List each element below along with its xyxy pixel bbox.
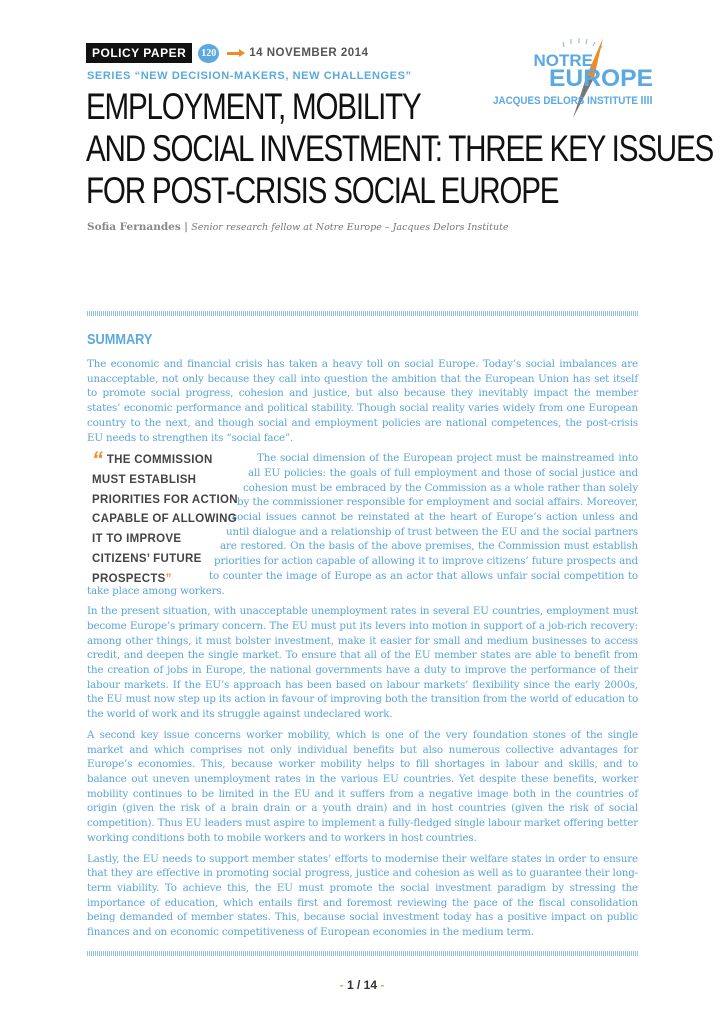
open-quote-icon: “ [92,447,104,472]
summary-heading: SUMMARY [87,331,153,348]
policy-paper-label: POLICY PAPER [86,43,192,63]
author-role: Senior research fellow at Notre Europe – Jacques Delors Institute [191,222,509,233]
dash: - [380,978,385,992]
paragraph: A second key issue concerns worker mobility, which is one of the very foundation stones of the single market and which comprises not only individual benefits but also numerous collective advantages for Europe’s economies. This, because worker mobility helps to fill shortages in labour and skills, and to balance out uneven unemployment rates in the various EU countries. Yet despite these benefits, worker mobility continues to be limited in the EU and it suffers from a negative image both in the countries of origin (given the risk of a brain drain or a youth drain) and in host countries (given the risk of social competition). Thus EU leaders must aspire to implement a fully-fledged single labour market offering better working conditions both to mobile workers and to workers in host countries. [87,728,638,844]
divider [87,311,638,316]
paper-number-badge: 120 [198,44,219,63]
paragraph: Lastly, the EU needs to support member states’ efforts to modernise their welfare states in order to ensure that they are effective in promoting social progress, justice and cohesion as well as to guarantee their long-term viability. To achieve this, the EU must promote the social investment paradigm by stressing the importance of education, which entails first and foremost reviewing the pace of the fiscal consolidation being demanded of member states. This, because social investment today has a positive impact on public finances and on economic competitiveness of European economies in the medium term. [87,852,638,939]
title-line: FOR POST-CRISIS SOCIAL EUROPE [86,170,559,211]
title-line: AND SOCIAL INVESTMENT: THREE KEY ISSUES [86,128,714,169]
page-number [0,978,724,992]
author-separator: | [184,221,188,233]
author-name: Sofia Fernandes [87,221,181,233]
publication-date: 14 NOVEMBER 2014 [249,47,369,59]
arrow-icon [227,52,241,55]
paragraph: The economic and financial crisis has taken a heavy toll on social Europe. Today’s social imbalances are unacceptable, not only because they call into question the ambition that the European Union has set itself to promote social progress, cohesion and justice, but also because they inevitably impact the member states’ economic performance and political stability. Though social reality varies widely from one European country to the next, and though social and employment policies are national competences, the post-crisis EU needs to strengthen its “social face”. [87,358,638,444]
author-line [87,221,509,233]
pull-quote [92,447,242,590]
page-indicator: 1 / 14 [346,978,378,992]
series-title: SERIES “NEW DECISION-MAKERS, NEW CHALLENGES” [87,70,412,82]
header-bar [86,43,368,63]
svg-text:JACQUES DELORS INSTITUTE: JACQUES DELORS INSTITUTE [493,95,638,107]
divider [87,951,638,956]
pull-quote-text: THE COMMISSION MUST ESTABLISH PRIORITIES FOR ACTION CAPABLE OF ALLOWING IT TO IMPROVE CITIZENS’ FUTURE PROSPECTS [92,454,238,585]
summary-body [87,357,638,946]
page-title [86,86,713,212]
title-line: EMPLOYMENT, MOBILITY [86,86,421,127]
paragraph: The social dimension of the European project must be mainstreamed into all EU policies: the goals of full employment and those of social justice and cohesion must be embraced by the Commission as a whole rather than solely by the commissioner responsible for employment and social affairs. Moreover, social issues cannot be reinstated at the heart of Europe’s action unless and until dialogue and a relationship of trust between the EU and the social partners are restored. On the basis of the above premises, the Commission must establish priorities for action capable of allowing it to improve citizens’ future prospects and to counter the image of Europe as an actor that allows unfair social competition to take place among workers. [87,452,638,597]
paragraph: In the present situation, with unacceptable unemployment rates in several EU countries, employment must become Europe’s primary concern. The EU must put its levers into motion in support of a job-rich recovery: among other things, it must bolster investment, make it easier for small and medium businesses to access credit, and deepen the single market. To ensure that all of the EU member states are able to benefit from the creation of jobs in Europe, the national governments have a duty to improve the performance of their labour markets. If the EU’s approach has been based on labour markets’ flexibility since the early 2000s, the EU must now step up its action in favour of improving both the transition from the world of education to the world of work and its struggle against undeclared work. [87,605,638,721]
svg-text:EUROPE: EUROPE [549,65,653,92]
dash: - [339,978,344,992]
svg-text:NOTRE: NOTRE [533,51,593,70]
close-quote-icon: ” [165,572,172,585]
